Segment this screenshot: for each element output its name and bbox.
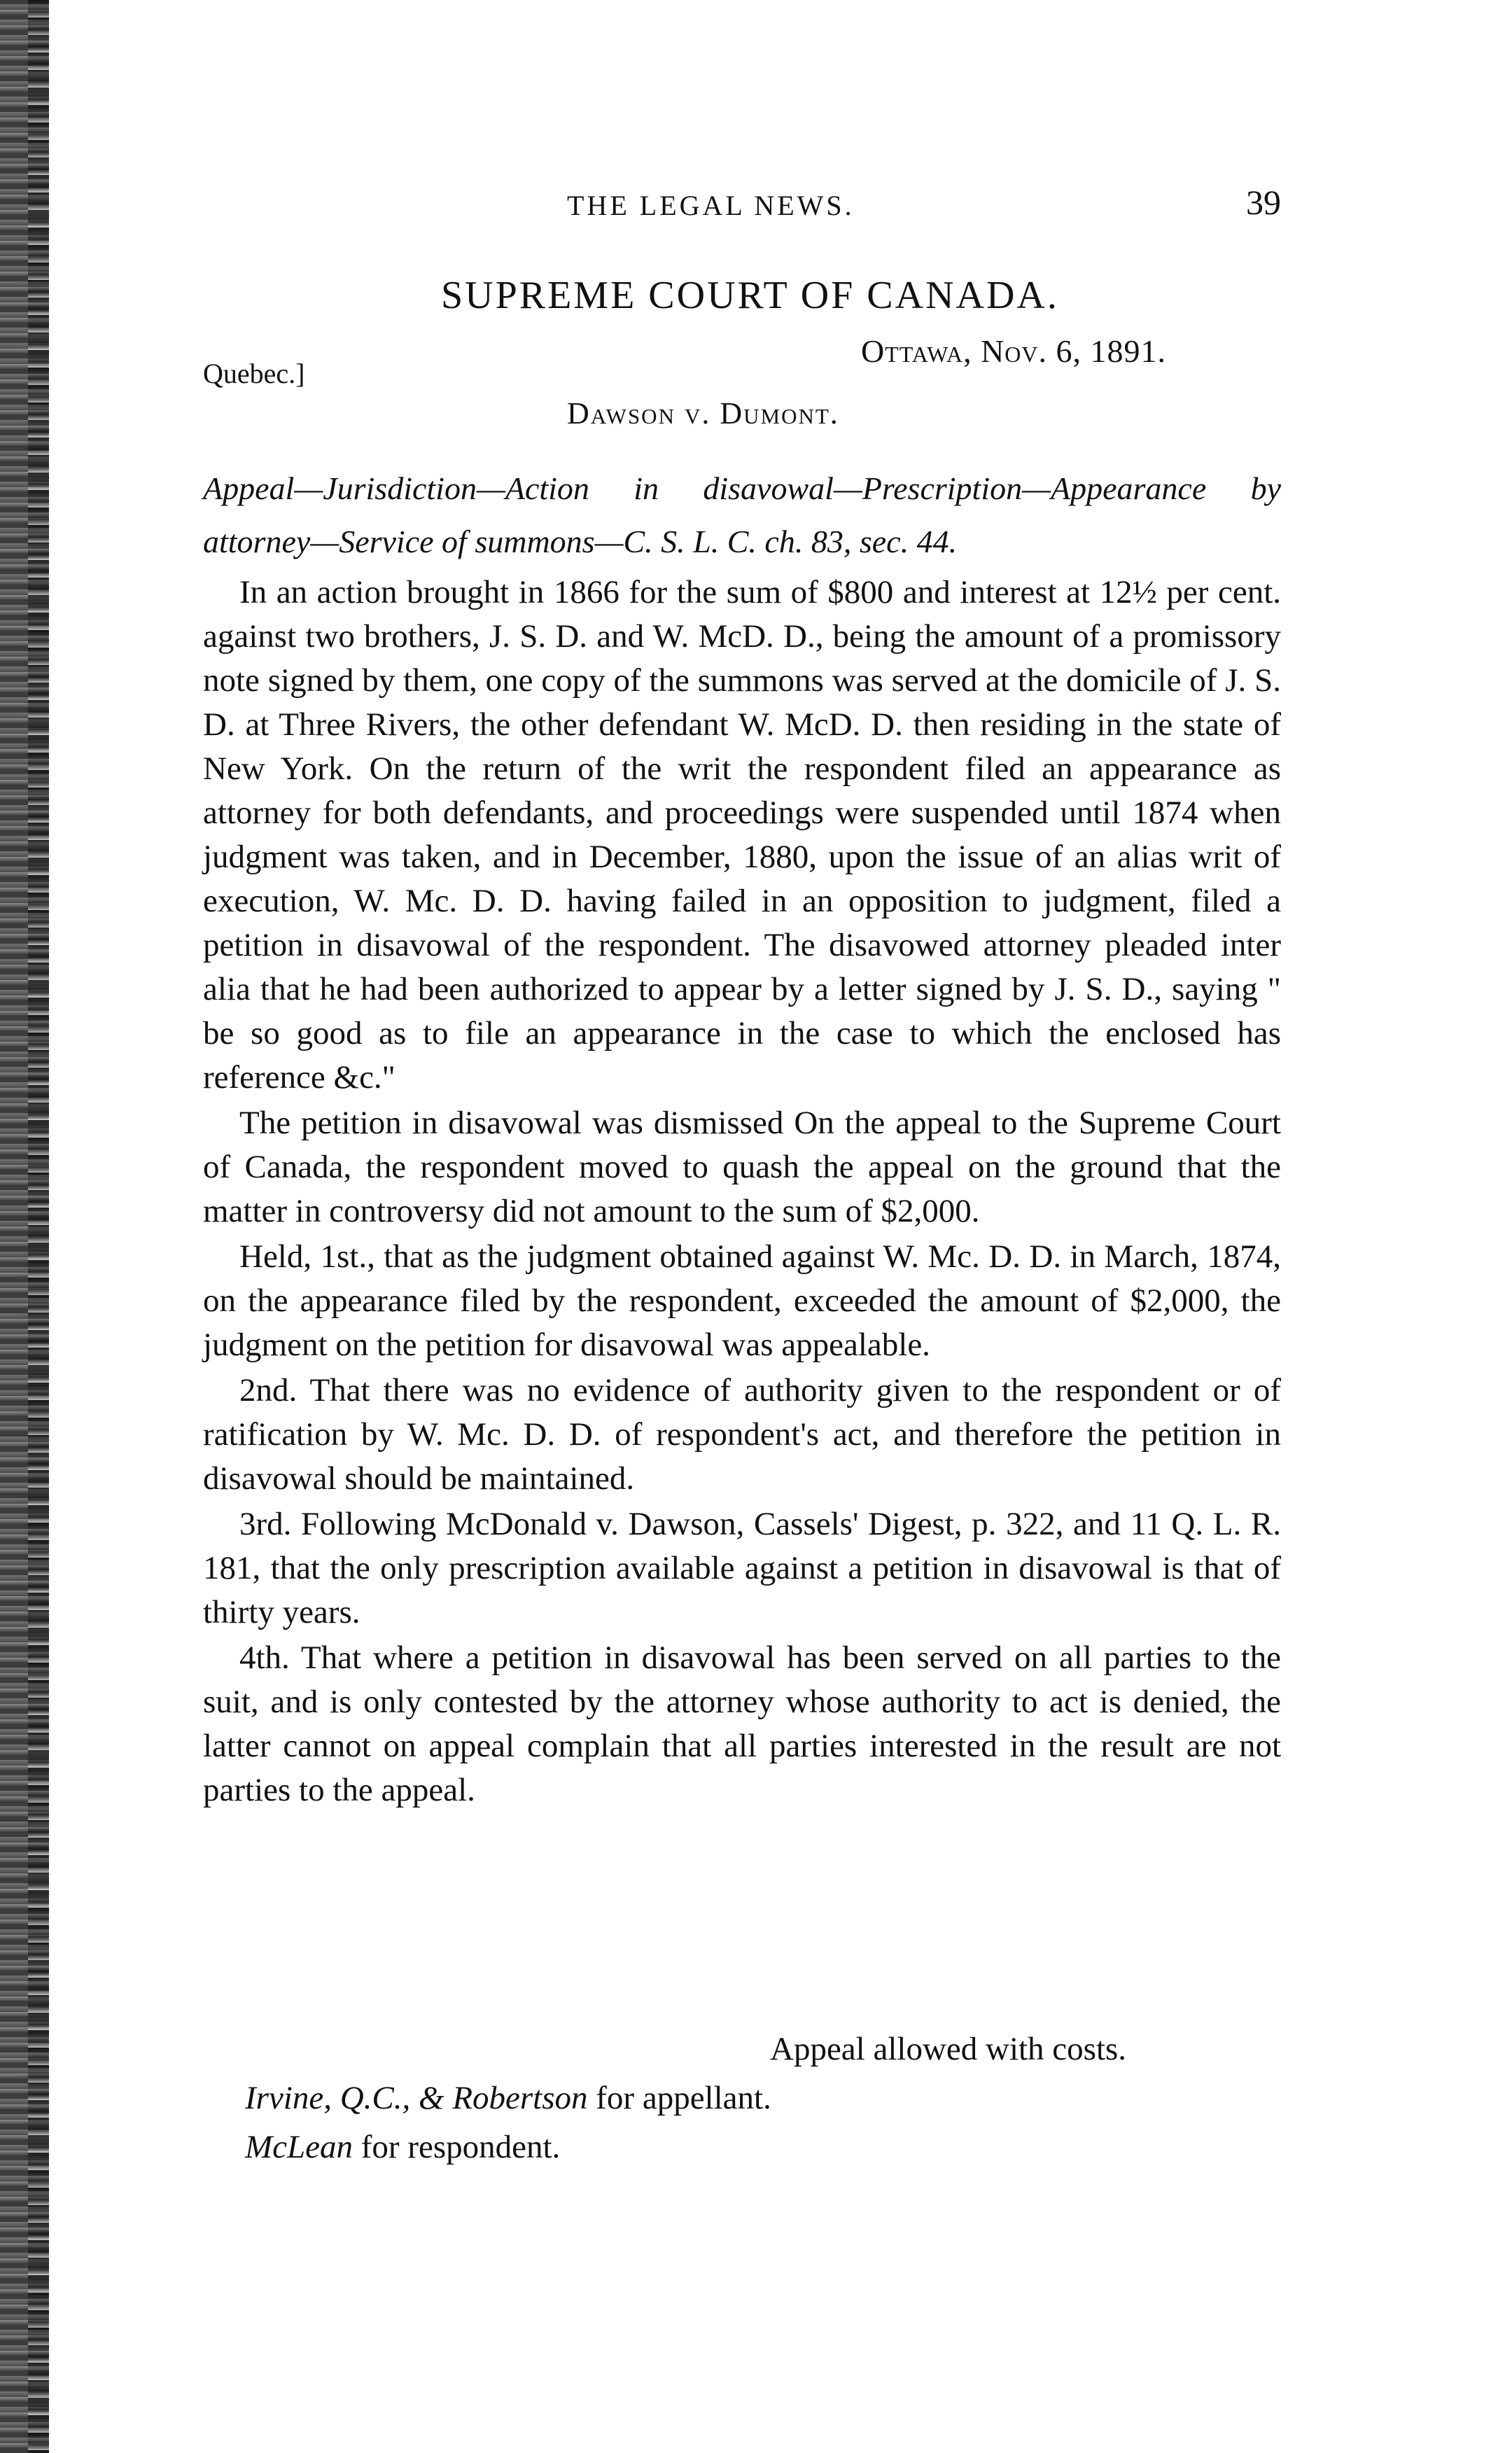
province-label: Quebec.]	[203, 358, 305, 389]
place-date: Ottawa, Nov. 6, 1891.	[861, 333, 1167, 369]
paragraph: 2nd. That there was no evidence of authority given to the respondent or of ratification by W. Mc. D. D. of respondent's act, and therefore the petition in disavowal should be maintained.	[203, 1372, 1281, 1497]
paragraph: 4th. That where a petition in disavowal has been served on all parties to the suit, and is only contested by the attorney whose authority to act is denied, the latter cannot on appeal complain that all parties interested in the result are not parties to the appeal.	[203, 1640, 1281, 1808]
counsel-role: for respondent.	[360, 2129, 561, 2165]
paragraph: In an action brought in 1866 for the sum of $800 and interest at 12½ per cent. against two brothers, J. S. D. and W. McD. D., being the amount of a promissory note signed by them, one copy of the summons was served at the domicile of J. S. D. at Three Rivers, the other defendant W. McD. D. then residing in the state of New York. On the return of the writ the respondent filed an appearance as attorney for both defendants, and proceedings were suspended until 1874 when judgment was taken, and in December, 1880, upon the issue of an alias writ of execution, W. Mc. D. D. having failed in an opposition to judgment, filed a petition in disavowal of the respondent. The disavowed attorney pleaded inter alia that he had been authorized to appear by a letter signed by J. S. D., saying " be so good as to file an appearance in the case to which the enclosed has reference &c."	[203, 574, 1281, 1096]
document-page	[203, 182, 1281, 2165]
case-name: Dawson v. Dumont.	[567, 396, 839, 431]
counsel-appellant	[245, 2079, 771, 2117]
paragraph: 3rd. Following McDonald v. Dawson, Cassels' Digest, p. 322, and 11 Q. L. R. 181, that the only prescription available against a petition in disavowal is that of thirty years.	[203, 1506, 1281, 1630]
counsel-names: McLean	[245, 2129, 354, 2165]
counsel-respondent	[245, 2128, 560, 2166]
paragraph: Held, 1st., that as the judgment obtained against W. Mc. D. D. in March, 1874, on the appearance filed by the respondent, exceeded the amount of $2,000, the judgment on the petition for disavowal was appealable.	[203, 1238, 1281, 1363]
binding-shadow	[28, 0, 49, 2453]
headnote-body	[203, 571, 1281, 1812]
counsel-names: Irvine, Q.C., & Robertson	[245, 2080, 588, 2116]
page-number: 39	[1246, 183, 1281, 222]
headnote-keywords: Appeal—Jurisdiction—Action in disavowal—Prescription—Appearance by attorney—Service of summons—C. S. L. C. ch. 83, sec. 44.	[203, 470, 1281, 559]
court-heading: SUPREME COURT OF CANADA.	[441, 274, 1059, 317]
paragraph: The petition in disavowal was dismissed On the appeal to the Supreme Court of Canada, the respondent moved to quash the appeal on the ground that the matter in controversy did not amount to the sum of $2,000.	[203, 1105, 1281, 1229]
running-header	[203, 182, 1281, 238]
counsel-role: for appellant.	[596, 2080, 771, 2116]
running-title: THE LEGAL NEWS.	[567, 190, 855, 221]
judgment-result: Appeal allowed with costs.	[770, 2031, 1127, 2067]
